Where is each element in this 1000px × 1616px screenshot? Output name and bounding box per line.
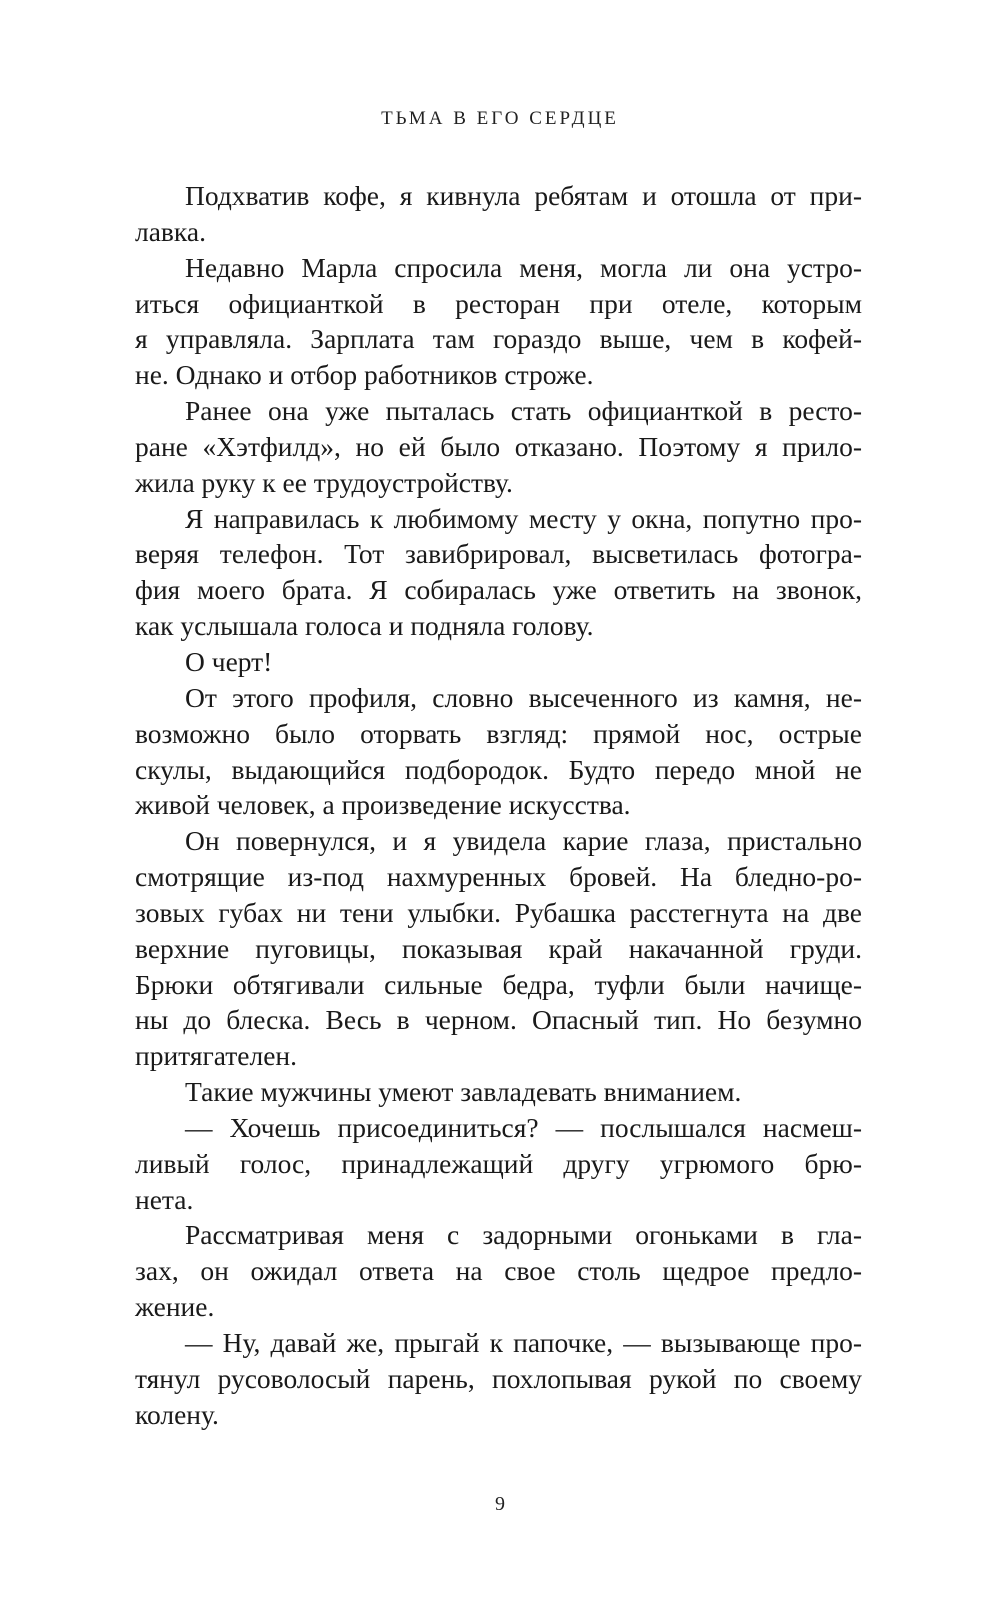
text-line: зах, он ожидал ответа на свое столь щедрое предло- <box>135 1255 862 1287</box>
text-line: Подхватив кофе, я кивнула ребятам и отошла от при- <box>185 180 862 211</box>
text-line: ливый голос, принадлежащий другу угрюмого брю- <box>135 1147 862 1179</box>
text-line: Недавно Марла спросила меня, могла ли она устро- <box>185 251 862 283</box>
text-line: лавка. <box>135 215 206 247</box>
text-line: Он повернулся, и я увидела карие глаза, пристально <box>185 825 862 857</box>
text-line: фия моего брата. Я собиралась уже ответить на звонок, <box>135 574 862 606</box>
text-line: как услышала голоса и подняла голову. <box>135 610 594 642</box>
text-line: я управляла. Зарплата там гораздо выше, чем в кофей- <box>135 323 862 355</box>
text-line: веряя телефон. Тот завибрировал, высветилась фотогра- <box>135 538 862 570</box>
text-line: Ранее она уже пыталась стать официанткой в ресто- <box>185 395 862 427</box>
text-line: От этого профиля, словно высеченного из камня, не- <box>185 681 862 713</box>
text-line: смотрящие из-под нахмуренных бровей. На бледно-ро- <box>135 861 862 893</box>
text-line: живой человек, а произведение искусства. <box>135 789 631 821</box>
text-line: ны до блеска. Весь в черном. Опасный тип. Но безумно <box>135 1004 862 1036</box>
text-line: — Хочешь присоединиться? — послышался насмеш- <box>185 1111 862 1143</box>
text-line: жила руку к ее трудоустройству. <box>135 466 513 498</box>
text-line: Рассматривая меня с задорными огоньками в гла- <box>185 1219 862 1251</box>
running-head: ТЬМА В ЕГО СЕРДЦЕ <box>381 108 619 129</box>
text-line: возможно было оторвать взгляд: прямой нос, острые <box>135 717 862 749</box>
text-line: не. Однако и отбор работников строже. <box>135 359 594 391</box>
text-line: верхние пуговицы, показывая край накачанной груди. <box>135 932 862 964</box>
text-line: Брюки обтягивали сильные бедра, туфли были начище- <box>135 968 862 1000</box>
page-number: 9 <box>495 1493 505 1515</box>
text-line: Я направилась к любимому месту у окна, попутно про- <box>185 502 862 534</box>
text-line: зовых губах ни тени улыбки. Рубашка расстегнута на две <box>135 896 862 928</box>
text-line: иться официанткой в ресторан при отеле, которым <box>135 287 862 319</box>
text-line: колену. <box>135 1398 219 1430</box>
text-line: ране «Хэтфилд», но ей было отказано. Поэтому я прило- <box>135 430 862 462</box>
text-line: — Ну, давай же, прыгай к папочке, — вызывающе про- <box>185 1327 862 1358</box>
text-line: скулы, выдающийся подбородок. Будто передо мной не <box>135 753 862 785</box>
text-line: О черт! <box>185 645 273 677</box>
text-line: нета. <box>135 1183 194 1215</box>
text-line: тянул русоволосый парень, похлопывая рукой по своему <box>135 1362 862 1394</box>
text-line: притягателен. <box>135 1040 298 1072</box>
body-text <box>135 178 862 1433</box>
text-line: жение. <box>135 1291 215 1323</box>
text-line: Такие мужчины умеют завладевать вниманием. <box>185 1076 742 1108</box>
